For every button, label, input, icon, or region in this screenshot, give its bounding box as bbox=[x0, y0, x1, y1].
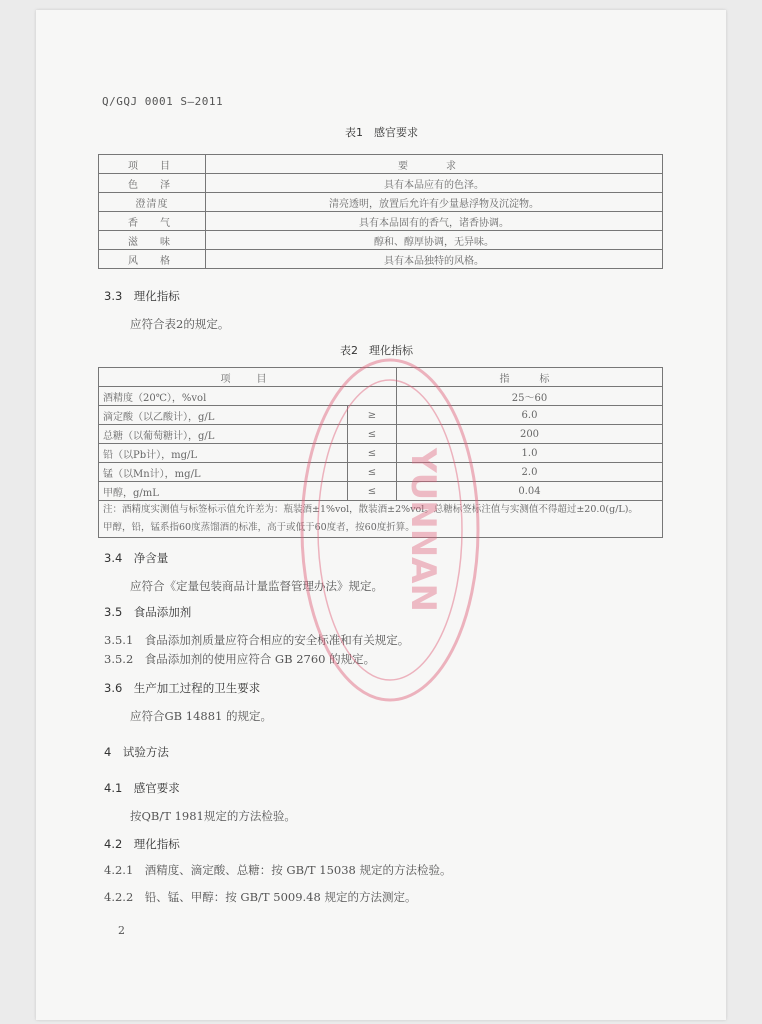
table-header-cell: 要 求 bbox=[206, 155, 663, 174]
table-cell: 1.0 bbox=[397, 444, 663, 463]
section-3-5-title: 3.5 食品添加剂 bbox=[104, 605, 192, 619]
table-row bbox=[99, 174, 663, 193]
table-header-cell: 指 标 bbox=[397, 368, 663, 387]
table-header-cell: 项 目 bbox=[99, 368, 397, 387]
section-3-6-title: 3.6 生产加工过程的卫生要求 bbox=[104, 681, 261, 695]
table-cell: 滋 味 bbox=[99, 231, 206, 250]
table-row bbox=[99, 231, 663, 250]
table-cell: ≥ bbox=[348, 406, 397, 425]
section-4-1-title: 4.1 感官要求 bbox=[104, 781, 180, 795]
table-header-cell: 项 目 bbox=[99, 155, 206, 174]
table-cell: 清亮透明，放置后允许有少量悬浮物及沉淀物。 bbox=[206, 193, 663, 212]
table-cell: 酒精度（20℃），%vol bbox=[99, 387, 397, 406]
table-row bbox=[99, 387, 663, 406]
table-cell: ≤ bbox=[348, 425, 397, 444]
table-row bbox=[99, 193, 663, 212]
table-note bbox=[99, 501, 663, 538]
table-cell: 总糖（以葡萄糖计），g/L bbox=[99, 425, 348, 444]
table-cell: 具有本品固有的香气，诸香协调。 bbox=[206, 212, 663, 231]
section-4-title: 4 试验方法 bbox=[104, 745, 169, 759]
section-3-5-1-text: 3.5.1 食品添加剂质量应符合相应的安全标准和有关规定。 bbox=[104, 633, 410, 647]
table-header-row bbox=[99, 155, 663, 174]
section-4-2-title: 4.2 理化指标 bbox=[104, 837, 180, 851]
table-row bbox=[99, 425, 663, 444]
section-3-4-title: 3.4 净含量 bbox=[104, 551, 169, 565]
table-note-line: 注：酒精度实测值与标签标示值允许差为：瓶装酒±1%vol，散装酒±2%vol。总糖标签标注值与实测值不得超过±20.0(g/L)。 bbox=[103, 504, 638, 515]
section-3-4-text: 应符合《定量包装商品计量监督管理办法》规定。 bbox=[130, 579, 383, 593]
table-cell: ≤ bbox=[348, 463, 397, 482]
table-row bbox=[99, 212, 663, 231]
standard-code: Q/GQJ 0001 S—2011 bbox=[102, 95, 224, 108]
section-3-6-text: 应符合GB 14881 的规定。 bbox=[130, 709, 273, 723]
table-header-row bbox=[99, 368, 663, 387]
sensory-requirements-table bbox=[98, 154, 663, 269]
table-cell: 醇和、醇厚协调，无异味。 bbox=[206, 231, 663, 250]
section-4-2-1-text: 4.2.1 酒精度、滴定酸、总糖：按 GB/T 15038 规定的方法检验。 bbox=[104, 863, 452, 877]
section-3-3-title: 3.3 理化指标 bbox=[104, 289, 180, 303]
stamp-text: YUNNAN bbox=[403, 448, 443, 612]
table-row bbox=[99, 406, 663, 425]
physicochemical-table bbox=[98, 367, 663, 538]
table-cell: 锰（以Mn计），mg/L bbox=[99, 463, 348, 482]
table-cell: 6.0 bbox=[397, 406, 663, 425]
section-4-1-text: 按QB/T 1981规定的方法检验。 bbox=[130, 809, 296, 823]
table-cell: 澄清度 bbox=[99, 193, 206, 212]
table-cell: 甲醇，g/mL bbox=[99, 482, 348, 501]
table-cell: ≤ bbox=[348, 482, 397, 501]
table-cell: ≤ bbox=[348, 444, 397, 463]
table-cell: 具有本品独特的风格。 bbox=[206, 250, 663, 269]
table-row bbox=[99, 463, 663, 482]
table-cell: 2.0 bbox=[397, 463, 663, 482]
table-row bbox=[99, 444, 663, 463]
table-cell: 风 格 bbox=[99, 250, 206, 269]
table1-caption: 表1 感官要求 bbox=[345, 126, 418, 139]
table-cell: 具有本品应有的色泽。 bbox=[206, 174, 663, 193]
table-note-row bbox=[99, 501, 663, 538]
section-4-2-2-text: 4.2.2 铅、锰、甲醇：按 GB/T 5009.48 规定的方法测定。 bbox=[104, 890, 417, 904]
page-number: 2 bbox=[118, 924, 125, 937]
table-cell: 0.04 bbox=[397, 482, 663, 501]
table-row bbox=[99, 250, 663, 269]
table-cell: 200 bbox=[397, 425, 663, 444]
table-cell: 铅（以Pb计），mg/L bbox=[99, 444, 348, 463]
table2-caption: 表2 理化指标 bbox=[340, 344, 413, 357]
table-note-line: 甲醇，铅，锰系指60度蒸馏酒的标准，高于或低于60度者，按60度折算。 bbox=[103, 522, 415, 533]
table-cell: 滴定酸（以乙酸计），g/L bbox=[99, 406, 348, 425]
table-cell: 25～60 bbox=[397, 387, 663, 406]
section-3-5-2-text: 3.5.2 食品添加剂的使用应符合 GB 2760 的规定。 bbox=[104, 652, 376, 666]
section-3-3-text: 应符合表2的规定。 bbox=[130, 317, 230, 331]
table-cell: 香 气 bbox=[99, 212, 206, 231]
table-cell: 色 泽 bbox=[99, 174, 206, 193]
table-row bbox=[99, 482, 663, 501]
